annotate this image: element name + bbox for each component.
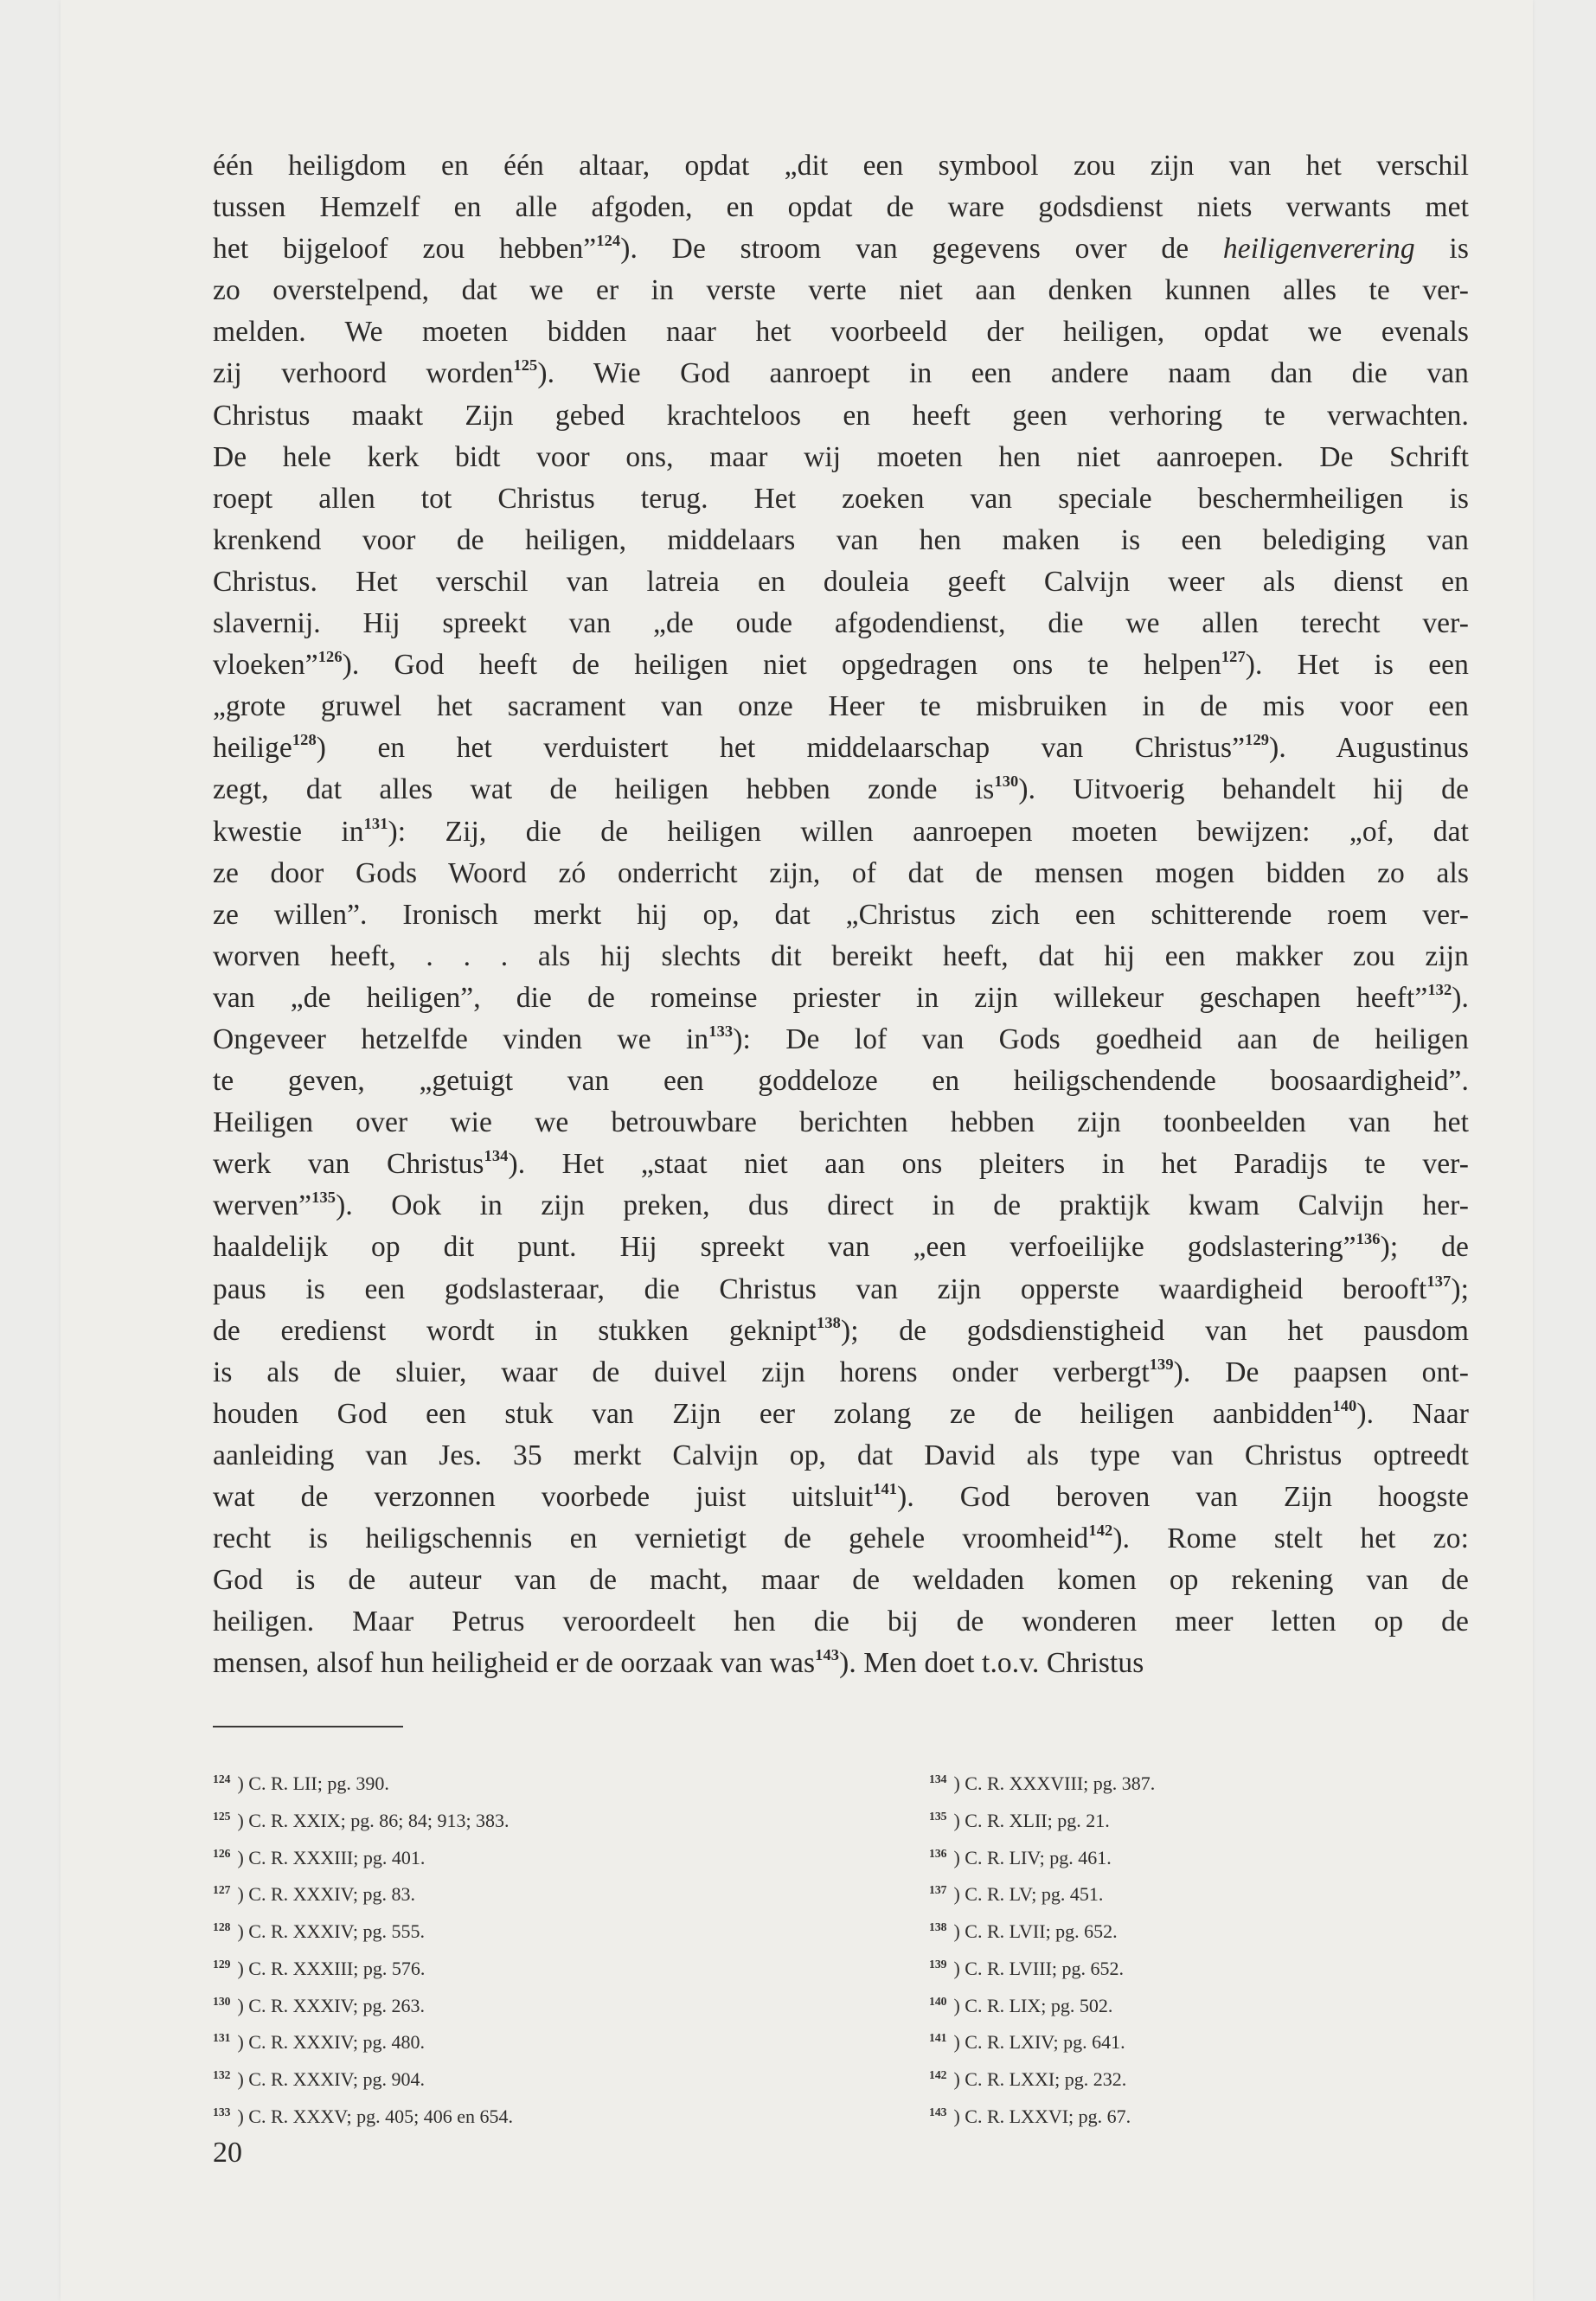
text-run: werven” [213, 1189, 312, 1222]
text-line [213, 1477, 1469, 1518]
text-run: ). Rome stelt het zo: [1112, 1522, 1469, 1555]
footnote [929, 2059, 1155, 2096]
footnote-ref: 141 [873, 1480, 898, 1498]
text-run: slavernij. Hij spreekt van „de oude afgodendienst, die we allen terecht ver- [213, 607, 1469, 640]
text-run: tussen Hemzelf en alle afgoden, en opdat de ware godsdienst niets verwants met [213, 191, 1469, 224]
text-run: Heiligen over wie we betrouwbare berichten hebben zijn toonbeelden van het [213, 1106, 1469, 1139]
footnote-number: 124 [213, 1772, 231, 1785]
text-run: Christus maakt Zijn gebed krachteloos en heeft geen verhoring te verwachten. [213, 399, 1469, 432]
text-run: „grote gruwel het sacrament van onze Heer te misbruiken in de mis voor een [213, 690, 1469, 723]
text-run: vloeken” [213, 649, 318, 682]
text-run: ). Het „staat niet aan ons pleiters in het Paradijs te ver- [508, 1148, 1469, 1181]
footnote-text: ) C. R. LXXVI; pg. 67. [953, 2106, 1131, 2128]
footnote [213, 2096, 513, 2133]
footnote [929, 1874, 1155, 1911]
text-run: één heiligdom en één altaar, opdat „dit een symbool zou zijn van het verschil [213, 150, 1469, 182]
text-line [213, 936, 1469, 977]
text-run: krenkend voor de heiligen, middelaars van hen maken is een belediging van [213, 523, 1469, 556]
text-run: houden God een stuk van Zijn eer zolang ze de heiligen aanbidden [213, 1397, 1333, 1430]
text-line [213, 603, 1469, 644]
text-run: ); de godsdienstigheid van het pausdom [840, 1314, 1469, 1347]
text-line [213, 769, 1469, 811]
footnote-ref: 142 [1088, 1522, 1113, 1540]
footnote-ref: 137 [1426, 1272, 1452, 1290]
text-run: is [1414, 233, 1469, 266]
text-line [213, 145, 1469, 187]
footnote-number: 135 [929, 1809, 947, 1823]
footnote [213, 1948, 513, 1985]
footnote-ref: 129 [1245, 731, 1270, 749]
text-run: melden. We moeten bidden naar het voorbeeld der heiligen, opdat we evenals [213, 316, 1469, 349]
text-run: Christus. Het verschil van latreia en douleia geeft Calvijn weer als dienst en [213, 565, 1469, 598]
footnote-number: 138 [929, 1920, 947, 1934]
text-line [213, 1061, 1469, 1102]
footnote-text: ) C. R. LXXI; pg. 232. [953, 2068, 1127, 2091]
footnote-ref: 131 [363, 814, 388, 832]
text-line [213, 727, 1469, 769]
footnote [213, 1874, 513, 1911]
footnote-text: ) C. R. XLII; pg. 21. [953, 1809, 1110, 1831]
footnote-text: ) C. R. XXXIII; pg. 401. [237, 1846, 426, 1868]
text-run: heilige [213, 732, 292, 765]
footnote-number: 142 [929, 2068, 947, 2082]
page-number: 20 [213, 2137, 242, 2169]
footnote-number: 133 [213, 2105, 231, 2118]
footnote-ref: 130 [994, 772, 1019, 791]
text-run: ze door Gods Woord zó onderricht zijn, of dat de mensen mogen bidden zo als [213, 856, 1469, 889]
footnote-number: 139 [929, 1957, 947, 1971]
footnote-ref: 138 [817, 1313, 841, 1331]
text-run: ). Ook in zijn preken, dus direct in de praktijk kwam Calvijn her- [336, 1189, 1469, 1222]
footnote-number: 127 [213, 1883, 231, 1897]
body-text [213, 145, 1469, 1684]
footnote [929, 2022, 1155, 2059]
text-run: ). Wie God aanroept in een andere naam dan die van [537, 357, 1469, 390]
footnote-number: 126 [213, 1846, 231, 1860]
text-line [213, 1352, 1469, 1394]
text-line [213, 1394, 1469, 1435]
text-run: aanleiding van Jes. 35 merkt Calvijn op, dat David als type van Christus optreedt [213, 1439, 1469, 1471]
text-run: werk van Christus [213, 1148, 484, 1181]
footnote-text: ) C. R. LV; pg. 451. [953, 1883, 1104, 1906]
text-run: paus is een godslasteraar, die Christus van zijn opperste waardigheid berooft [213, 1272, 1427, 1305]
footnote [929, 1948, 1155, 1985]
text-run: ). God heeft de heiligen niet opgedragen ons te helpen [342, 649, 1221, 682]
footnote-number: 130 [213, 1994, 231, 2008]
footnote-ref: 134 [484, 1147, 509, 1165]
text-run: zij verhoord worden [213, 357, 514, 390]
footnote [213, 1911, 513, 1948]
text-line [213, 437, 1469, 478]
footnote-text: ) C. R. XXXIV; pg. 263. [237, 1994, 425, 2016]
text-line [213, 1269, 1469, 1311]
text-line [213, 228, 1469, 270]
text-run: zegt, dat alles wat de heiligen hebben zonde is [213, 773, 995, 806]
text-run: mensen, alsof hun heiligheid er de oorzaak van was [213, 1647, 816, 1680]
footnote [929, 1837, 1155, 1875]
text-run: ). Naar [1356, 1397, 1469, 1430]
text-line [213, 1311, 1469, 1352]
text-line [213, 1227, 1469, 1268]
footnote-number: 134 [929, 1772, 947, 1785]
text-run: heiligen. Maar Petrus veroordeelt hen die bij de wonderen meer letten op de [213, 1606, 1469, 1638]
footnote [929, 1985, 1155, 2022]
text-line [213, 644, 1469, 686]
book-page [61, 0, 1533, 2301]
footnote-ref: 124 [596, 232, 621, 250]
footnote-ref: 136 [1356, 1230, 1381, 1248]
footnote [929, 1800, 1155, 1837]
footnote-ref: 132 [1427, 981, 1452, 999]
footnotes-right-column [929, 1763, 1155, 2133]
footnote [929, 1911, 1155, 1948]
text-line [213, 270, 1469, 311]
footnote-ref: 126 [317, 648, 343, 666]
footnote [929, 2096, 1155, 2133]
footnote-ref: 127 [1221, 648, 1246, 666]
text-line [213, 1019, 1469, 1061]
footnote-text: ) C. R. LVIII; pg. 652. [953, 1958, 1125, 1979]
text-run: kwestie in [213, 815, 364, 848]
text-run: recht is heiligschennis en vernietigt de gehele vroomheid [213, 1522, 1089, 1555]
footnote-number: 128 [213, 1920, 231, 1934]
text-run: ). De paapsen ont- [1173, 1356, 1470, 1388]
footnote-text: ) C. R. LXIV; pg. 641. [953, 2031, 1125, 2054]
text-line [213, 853, 1469, 894]
text-run: God is de auteur van de macht, maar de weldaden komen op rekening van de [213, 1564, 1469, 1597]
footnote-rule [213, 1726, 403, 1727]
text-run: ). Uitvoerig behandelt hij de [1018, 773, 1469, 806]
text-line [213, 187, 1469, 228]
text-run: ). Het is een [1245, 649, 1469, 682]
text-line [213, 894, 1469, 936]
footnote-number: 129 [213, 1957, 231, 1971]
italic-term: heiligenverering [1222, 233, 1415, 266]
footnote-number: 143 [929, 2105, 947, 2118]
text-run: ); de [1380, 1231, 1469, 1264]
text-line [213, 1601, 1469, 1643]
text-run: ). God beroven van Zijn hoogste [897, 1481, 1469, 1513]
footnote-number: 125 [213, 1809, 231, 1823]
text-line [213, 561, 1469, 603]
text-run: de eredienst wordt in stukken geknipt [213, 1314, 817, 1347]
footnote [213, 1985, 513, 2022]
footnote-text: ) C. R. LIV; pg. 461. [953, 1846, 1112, 1868]
footnote-number: 136 [929, 1846, 947, 1860]
text-line [213, 811, 1469, 853]
text-line [213, 1560, 1469, 1601]
text-line [213, 1102, 1469, 1144]
text-run: ) en het verduistert het middelaarschap van Christus” [316, 732, 1246, 765]
text-run: is als de sluier, waar de duivel zijn horens onder verbergt [213, 1356, 1150, 1388]
text-run: van „de heiligen”, die de romeinse priester in zijn willekeur geschapen heeft” [213, 981, 1428, 1014]
footnote-number: 140 [929, 1994, 947, 2008]
text-line [213, 1144, 1469, 1185]
text-run: ): De lof van Gods goedheid aan de heiligen [733, 1022, 1469, 1055]
text-run: ): Zij, die de heiligen willen aanroepen moeten bewijzen: „of, dat [388, 815, 1469, 848]
text-run: ). Men doet t.o.v. Christus [839, 1647, 1144, 1680]
text-line [213, 478, 1469, 520]
footnote [213, 2059, 513, 2096]
text-line [213, 977, 1469, 1019]
footnote [213, 1800, 513, 1837]
footnote-text: ) C. R. XXIX; pg. 86; 84; 913; 383. [237, 1809, 510, 1831]
text-run: ). Augustinus [1269, 732, 1469, 765]
footnote-text: ) C. R. XXXV; pg. 405; 406 en 654. [237, 2106, 514, 2128]
footnote-number: 132 [213, 2068, 231, 2082]
footnote-ref: 139 [1149, 1355, 1174, 1373]
footnote-text: ) C. R. XXXIV; pg. 480. [237, 2031, 425, 2054]
footnote-text: ) C. R. XXXIII; pg. 576. [237, 1958, 426, 1979]
footnote [213, 1763, 513, 1800]
footnote [213, 1837, 513, 1875]
text-run: haaldelijk op dit punt. Hij spreekt van „een verfoeilijke godslastering” [213, 1231, 1356, 1264]
footnote-text: ) C. R. XXXIV; pg. 83. [237, 1883, 415, 1906]
footnote-text: ) C. R. LIX; pg. 502. [953, 1994, 1113, 2016]
text-run: zo overstelpend, dat we er in verste verte niet aan denken kunnen alles te ver- [213, 274, 1469, 307]
footnote-number: 137 [929, 1883, 947, 1897]
text-line [213, 353, 1469, 394]
footnote-ref: 135 [311, 1189, 337, 1207]
footnote-number: 141 [929, 2031, 947, 2045]
footnote-text: ) C. R. XXXIV; pg. 904. [237, 2068, 425, 2091]
footnote-ref: 140 [1332, 1397, 1357, 1414]
footnote [929, 1763, 1155, 1800]
text-run: ). De stroom van gegevens over de [620, 233, 1223, 266]
footnotes-left-column [213, 1763, 513, 2133]
footnote-number: 131 [213, 2031, 231, 2045]
footnote-text: ) C. R. LII; pg. 390. [237, 1772, 389, 1795]
footnote-ref: 143 [815, 1646, 840, 1664]
text-run: ); [1451, 1272, 1469, 1305]
text-line [213, 1185, 1469, 1227]
text-run: het bijgeloof zou hebben” [213, 233, 597, 266]
text-line [213, 311, 1469, 353]
text-line [213, 395, 1469, 437]
footnote-ref: 133 [708, 1022, 734, 1041]
text-run: worven heeft, . . . als hij slechts dit bereikt heeft, dat hij een makker zou zijn [213, 939, 1469, 972]
text-run: Ongeveer hetzelfde vinden we in [213, 1022, 709, 1055]
text-run: De hele kerk bidt voor ons, maar wij moeten hen niet aanroepen. De Schrift [213, 440, 1469, 473]
text-line [213, 520, 1469, 561]
footnote-ref: 125 [513, 356, 538, 375]
footnote [213, 2022, 513, 2059]
footnote-ref: 128 [292, 731, 317, 749]
footnote-text: ) C. R. XXXIV; pg. 555. [237, 1920, 425, 1943]
text-line [213, 686, 1469, 727]
text-line [213, 1643, 1469, 1684]
text-line [213, 1435, 1469, 1477]
footnote-text: ) C. R. XXXVIII; pg. 387. [953, 1772, 1156, 1795]
footnote-text: ) C. R. LVII; pg. 652. [953, 1920, 1118, 1943]
text-run: wat de verzonnen voorbede juist uitsluit [213, 1481, 874, 1513]
text-run: te geven, „getuigt van een goddeloze en heiligschendende boosaardigheid”. [213, 1065, 1469, 1098]
text-run: ze willen”. Ironisch merkt hij op, dat „Christus zich een schitterende roem ver- [213, 898, 1469, 931]
text-run: roept allen tot Christus terug. Het zoeken van speciale beschermheiligen is [213, 482, 1469, 515]
text-line [213, 1518, 1469, 1560]
text-run: ). [1452, 981, 1469, 1014]
